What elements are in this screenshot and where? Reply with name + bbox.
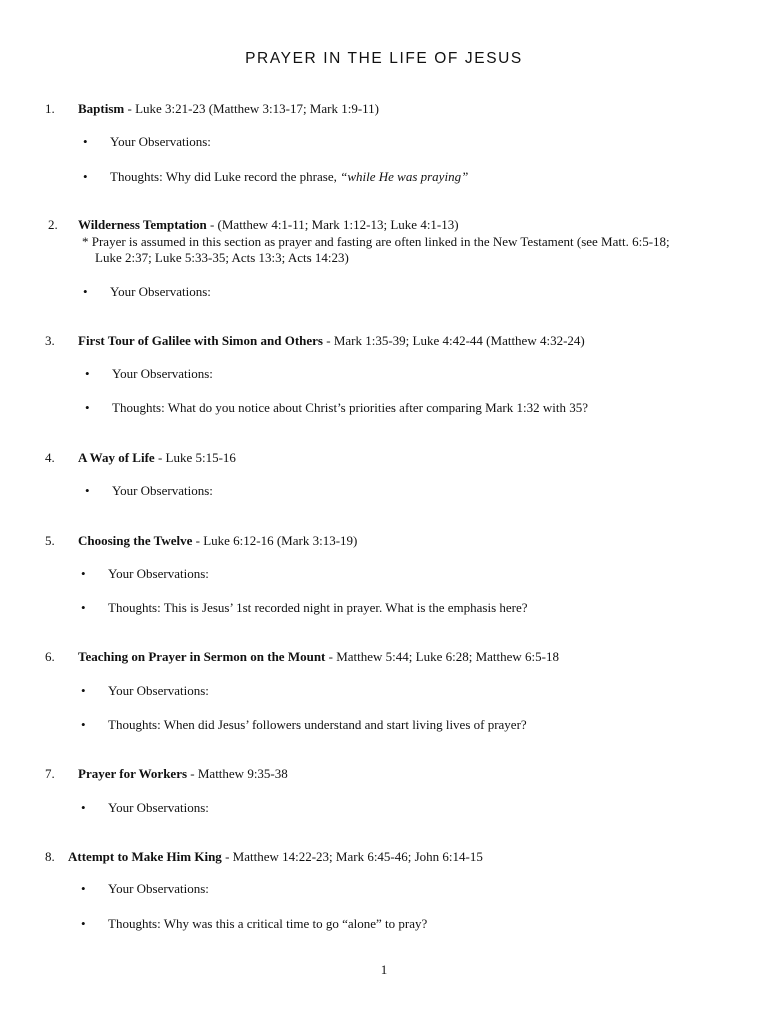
bullet-icon: • [85,483,90,498]
section-heading-line [78,217,459,233]
section-number: 3. [45,333,55,348]
section-heading-line [78,766,288,782]
section-note-line: Luke 2:37; Luke 5:33-35; Acts 13:3; Acts 14:23) [95,250,349,265]
observations-prompt: Your Observations: [112,483,213,498]
section-heading-line [78,450,236,466]
section-number: 8. [45,849,55,864]
section-references: - Matthew 5:44; Luke 6:28; Matthew 6:5-18 [325,649,559,664]
section-heading-line [78,101,379,117]
section-heading: First Tour of Galilee with Simon and Others [78,333,323,348]
bullet-icon: • [83,134,88,149]
section-number: 5. [45,533,55,548]
section-heading: Prayer for Workers [78,766,188,781]
section-heading: A Way of Life [78,450,155,465]
bullet-icon: • [81,683,86,698]
section-heading-line [78,333,585,349]
observations-prompt: Your Observations: [108,683,209,698]
section-references: - Matthew 9:35-38 [187,766,288,781]
observations-prompt: Your Observations: [110,134,211,149]
section-references: - Luke 3:21-23 (Matthew 3:13-17; Mark 1:9-11) [124,101,380,116]
bullet-icon: • [81,881,86,896]
observations-prompt: Your Observations: [110,284,211,299]
thoughts-text: Thoughts: Why did Luke record the phrase, [110,169,341,184]
observations-prompt: Your Observations: [108,800,209,815]
section-references: - Mark 1:35-39; Luke 4:42-44 (Matthew 4:32-24) [322,333,585,348]
page-number: 1 [380,962,388,977]
bullet-icon: • [85,400,90,415]
section-number: 7. [45,766,55,781]
bullet-icon: • [81,717,86,732]
section-references: - Matthew 14:22-23; Mark 6:45-46; John 6:14-15 [221,849,483,864]
thoughts-prompt: Thoughts: This is Jesus’ 1st recorded night in prayer. What is the emphasis here? [108,600,528,615]
section-references: - Luke 6:12-16 (Mark 3:13-19) [192,533,358,548]
thoughts-prompt: Thoughts: When did Jesus’ followers understand and start living lives of prayer? [108,717,527,732]
section-heading: Wilderness Temptation [78,217,207,232]
section-number: 4. [45,450,55,465]
section-number: 6. [45,649,55,664]
thoughts-prompt: Thoughts: Why was this a critical time to go “alone” to pray? [108,916,428,931]
bullet-icon: • [81,600,86,615]
section-heading-line [78,533,357,549]
bullet-icon: • [81,566,86,581]
observations-prompt: Your Observations: [108,566,209,581]
section-heading: Baptism [78,101,125,116]
observations-prompt: Your Observations: [108,881,209,896]
document-title: PRAYER IN THE LIFE OF JESUS [245,50,523,67]
section-number: 2. [48,217,58,232]
bullet-icon: • [83,169,88,184]
bullet-icon: • [83,284,88,299]
bullet-icon: • [81,800,86,815]
thoughts-prompt [110,169,468,185]
observations-prompt: Your Observations: [112,366,213,381]
section-heading-line [78,649,559,665]
section-heading-line [68,849,483,865]
section-note-line: * Prayer is assumed in this section as prayer and fasting are often linked in the New Testament (see Matt. 6:5-18; [82,234,670,249]
section-heading: Choosing the Twelve [78,533,193,548]
section-heading: Attempt to Make Him King [68,849,222,864]
bullet-icon: • [81,916,86,931]
thoughts-prompt: Thoughts: What do you notice about Christ’s priorities after comparing Mark 1:32 with 35? [112,400,588,415]
section-number: 1. [45,101,55,116]
section-references: - (Matthew 4:1-11; Mark 1:12-13; Luke 4:1-13) [206,217,459,232]
section-references: - Luke 5:15-16 [154,450,236,465]
quoted-phrase: “while He was praying” [340,169,469,184]
section-heading: Teaching on Prayer in Sermon on the Mount [78,649,326,664]
bullet-icon: • [85,366,90,381]
